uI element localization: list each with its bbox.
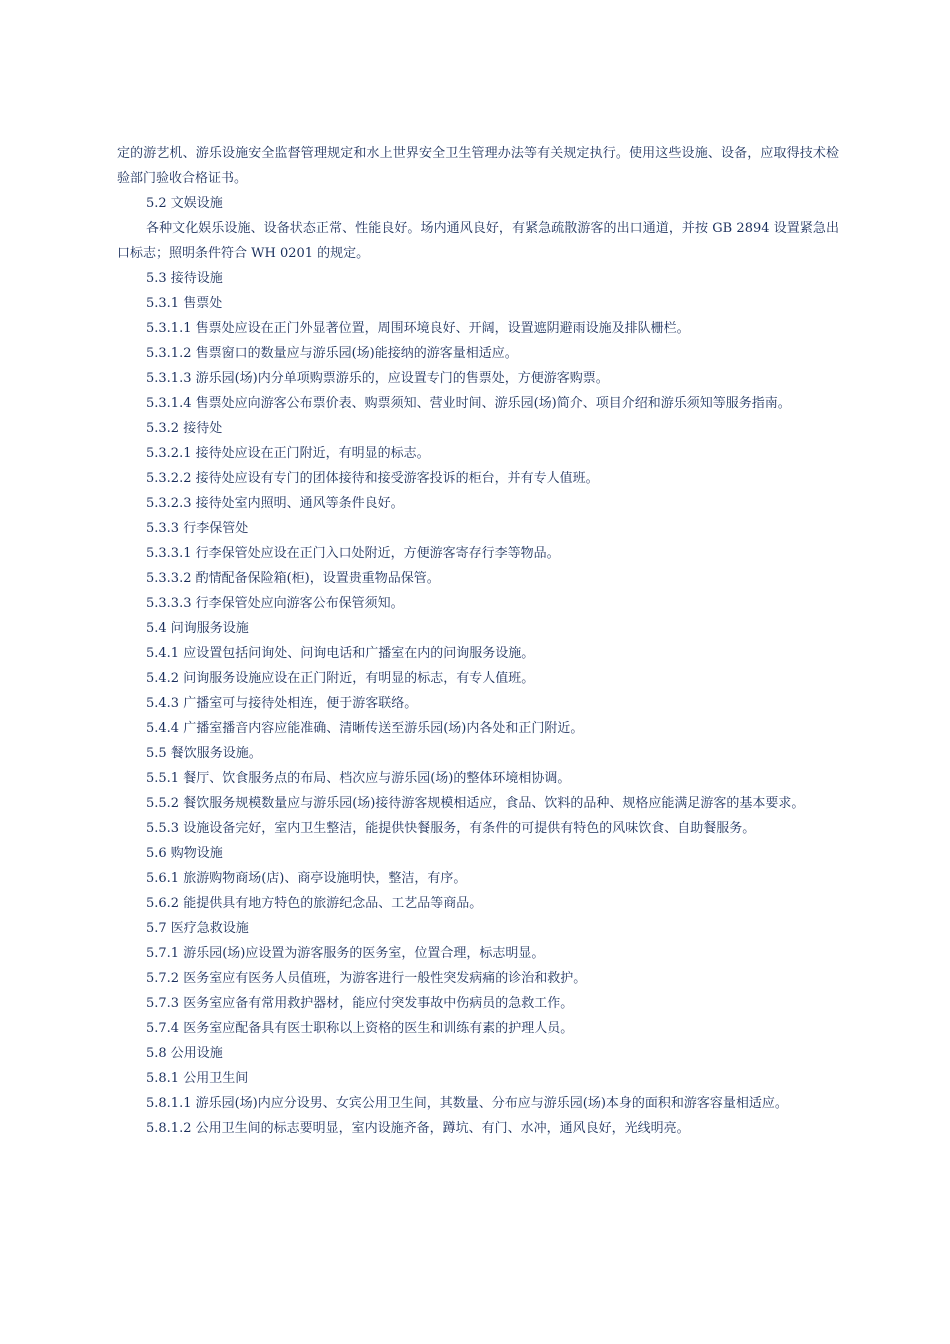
document-paragraph: 各种文化娱乐设施、设备状态正常、性能良好。场内通风良好，有紧急疏散游客的出口通道，并按 GB 2894 设置紧急出口标志；照明条件符合 WH 0201 的规定。 [117, 221, 839, 261]
document-paragraph: 5.7.4 医务室应配备具有医士职称以上资格的医生和训练有素的护理人员。 [146, 1021, 574, 1036]
document-paragraph: 5.8.1 公用卫生间 [146, 1071, 249, 1086]
document-paragraph: 5.7 医疗急救设施 [146, 921, 249, 936]
document-paragraph: 5.7.1 游乐园(场)应设置为游客服务的医务室，位置合理，标志明显。 [146, 946, 545, 961]
document-paragraph: 5.3.3.2 酌情配备保险箱(柜)，设置贵重物品保管。 [146, 571, 440, 586]
document-paragraph: 5.8.1.2 公用卫生间的标志要明显，室内设施齐备，蹲坑、有门、水冲，通风良好，光线明亮。 [146, 1121, 690, 1136]
document-paragraph: 5.3.1.1 售票处应设在正门外显著位置，周围环境良好、开阔，设置遮阴避雨设施及排队栅栏。 [146, 321, 690, 336]
document-paragraph: 5.3.3.3 行李保管处应向游客公布保管须知。 [146, 596, 404, 611]
document-paragraph: 5.5 餐饮服务设施。 [146, 746, 262, 761]
document-paragraph: 5.8 公用设施 [146, 1046, 223, 1061]
document-paragraph: 5.3.3 行李保管处 [146, 521, 249, 536]
document-paragraph: 5.7.2 医务室应有医务人员值班，为游客进行一般性突发病痛的诊治和救护。 [146, 971, 587, 986]
document-paragraph: 5.3.2.1 接待处应设在正门附近，有明显的标志。 [146, 446, 430, 461]
document-paragraph: 5.3.2 接待处 [146, 421, 223, 436]
document-paragraph: 5.3.1.3 游乐园(场)内分单项购票游乐的，应设置专门的售票处，方便游客购票。 [146, 371, 609, 386]
document-paragraph: 5.3.2.3 接待处室内照明、通风等条件良好。 [146, 496, 404, 511]
document-paragraph: 5.5.3 设施设备完好，室内卫生整洁，能提供快餐服务，有条件的可提供有特色的风味饮食、自助餐服务。 [146, 821, 756, 836]
document-paragraph: 5.3 接待设施 [146, 271, 223, 286]
document-paragraph: 5.4.4 广播室播音内容应能准确、清晰传送至游乐园(场)内各处和正门附近。 [146, 721, 584, 736]
document-paragraph: 5.8.1.1 游乐园(场)内应分设男、女宾公用卫生间，其数量、分布应与游乐园(场)本身的面积和游客容量相适应。 [146, 1096, 788, 1111]
document-paragraph: 5.4.3 广播室可与接待处相连，便于游客联络。 [146, 696, 418, 711]
document-paragraph: 5.5.2 餐饮服务规模数量应与游乐园(场)接待游客规模相适应，食品、饮料的品种、规格应能满足游客的基本要求。 [146, 796, 805, 811]
document-paragraph: 5.3.1.4 售票处应向游客公布票价表、购票须知、营业时间、游乐园(场)简介、项目介绍和游乐须知等服务指南。 [146, 396, 791, 411]
document-paragraph: 5.2 文娱设施 [146, 196, 223, 211]
document-paragraph: 5.4 问询服务设施 [146, 621, 249, 636]
document-paragraph: 5.3.2.2 接待处应设有专门的团体接待和接受游客投诉的柜台，并有专人值班。 [146, 471, 599, 486]
document-paragraph: 5.6.1 旅游购物商场(店)、商亭设施明快，整洁，有序。 [146, 871, 467, 886]
document-paragraph: 5.3.1 售票处 [146, 296, 223, 311]
document-paragraph: 5.4.1 应设置包括问询处、问询电话和广播室在内的问询服务设施。 [146, 646, 535, 661]
document-paragraph: 5.6 购物设施 [146, 846, 223, 861]
document-paragraph: 5.5.1 餐厅、饮食服务点的布局、档次应与游乐园(场)的整体环境相协调。 [146, 771, 571, 786]
document-paragraph: 5.4.2 问询服务设施应设在正门附近，有明显的标志，有专人值班。 [146, 671, 535, 686]
document-paragraph: 5.3.1.2 售票窗口的数量应与游乐园(场)能接纳的游客量相适应。 [146, 346, 518, 361]
document-paragraph: 定的游艺机、游乐设施安全监督管理规定和水上世界安全卫生管理办法等有关规定执行。使用这些设施、设备，应取得技术检验部门验收合格证书。 [117, 146, 839, 186]
document-body [117, 141, 839, 1141]
document-paragraph: 5.3.3.1 行李保管处应设在正门入口处附近，方便游客寄存行李等物品。 [146, 546, 560, 561]
document-paragraph: 5.6.2 能提供具有地方特色的旅游纪念品、工艺品等商品。 [146, 896, 483, 911]
document-paragraph: 5.7.3 医务室应备有常用救护器材，能应付突发事故中伤病员的急救工作。 [146, 996, 574, 1011]
